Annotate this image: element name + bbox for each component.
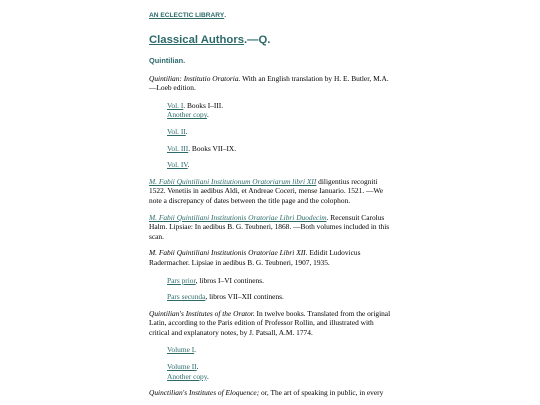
catalog-entry — [149, 388, 394, 398]
volume-note: . — [187, 160, 190, 170]
volume-link[interactable]: Volume II — [167, 362, 197, 372]
entry-details: In twelve books. Translated from the original Latin, according to the Paris edition of Professor Rollin, and illustrated with critical and explanatory notes, by J. Patsall, A.M. 1774. — [149, 308, 391, 337]
volume-note: , libros VII–XII continens. — [205, 292, 284, 302]
entry-title-link[interactable] — [149, 177, 316, 186]
entry-details: Edidit Ludovicus Radermacher. Lipsiae in aedibus B. G. Teubneri, 1907, 1935. — [149, 248, 361, 267]
classical-authors-link[interactable]: Classical Authors — [149, 33, 245, 46]
entry-title: Quinctilian's Institutes of Eloquence; — [149, 388, 260, 398]
entry-details: diligentius recogniti 1522. Venetiis in aedibus Aldi, et Andreae Coceri, mense Ianuario. 1521. —We note a discrepancy of dates between the title page and the colophon. — [149, 176, 384, 205]
volume-note: . Books VII–IX. — [188, 143, 237, 153]
entry-title-link[interactable] — [149, 213, 327, 222]
volume-link[interactable]: Vol. II — [167, 126, 186, 136]
author-heading: Quintilian. — [149, 55, 186, 65]
catalog-entry — [149, 74, 394, 170]
volume-link[interactable]: Pars secunda — [167, 292, 206, 302]
volume-item — [167, 276, 394, 286]
site-header — [149, 10, 394, 21]
catalog-entry — [149, 177, 394, 206]
volume-link[interactable]: Vol. III — [167, 143, 189, 153]
volume-note: . — [206, 371, 209, 381]
entry-title: M. Fabii Quintiliani Institutionis Oratoriae Libri Duodecim — [149, 212, 327, 222]
another-copy-link[interactable]: Another copy — [167, 371, 207, 381]
catalog-entry — [149, 309, 394, 382]
entry-title: M. Fabii Quintiliani Institutionis Oratoriae Libri XII. — [149, 248, 308, 258]
entry-details: . Recensuit Carolus Halm. Lipsiae: In aedibus B. G. Teubneri, 1868. —Both volumes included in this scan. — [149, 212, 390, 241]
site-home-link[interactable]: AN ECLECTIC LIBRARY — [149, 12, 225, 19]
volume-note: . — [185, 126, 188, 136]
volume-item — [167, 292, 394, 302]
entry-description — [149, 309, 394, 338]
volume-item — [167, 144, 394, 154]
volume-item — [167, 101, 394, 120]
catalog-entry — [149, 248, 394, 301]
entry-title: M. Fabii Quintiliani Institutionum Oratoriarum libri XII — [149, 176, 317, 186]
volume-item — [167, 345, 394, 355]
volume-link[interactable]: Pars prior — [167, 275, 196, 285]
entry-title: Quintilian: Institutio Oratoria. — [149, 73, 241, 83]
another-copy-link[interactable]: Another copy — [167, 110, 207, 120]
volume-link[interactable]: Volume I — [167, 345, 195, 355]
volume-link[interactable]: Vol. IV — [167, 160, 188, 170]
entry-description — [149, 388, 394, 398]
volume-note: . Books I–III. — [183, 100, 224, 110]
volume-note: . — [196, 362, 199, 372]
volume-item — [167, 362, 394, 381]
entry-description — [149, 74, 394, 93]
catalog-entry — [149, 213, 394, 242]
entry-description — [149, 177, 394, 206]
page-title-suffix: .—Q. — [244, 33, 271, 46]
entry-description — [149, 248, 394, 267]
volume-note: . — [194, 345, 197, 355]
content-column — [149, 10, 394, 398]
entry-title: Quintilian's Institutes of the Orator. — [149, 308, 255, 318]
entry-details: or, The art of speaking in public, in every — [259, 388, 384, 398]
volume-note: , libros I–VI continens. — [195, 275, 265, 285]
site-header-period: . — [224, 12, 227, 19]
entry-details: With an English translation by H. E. Butler, M.A. —Loeb edition. — [149, 73, 389, 93]
volume-link[interactable]: Vol. I — [167, 100, 184, 110]
volume-item — [167, 127, 394, 137]
volume-list — [167, 276, 394, 302]
volume-list — [167, 345, 394, 381]
volume-note: . — [206, 110, 209, 120]
page-title — [149, 34, 394, 47]
volume-item — [167, 160, 394, 170]
entry-description — [149, 213, 394, 242]
volume-list — [167, 101, 394, 170]
